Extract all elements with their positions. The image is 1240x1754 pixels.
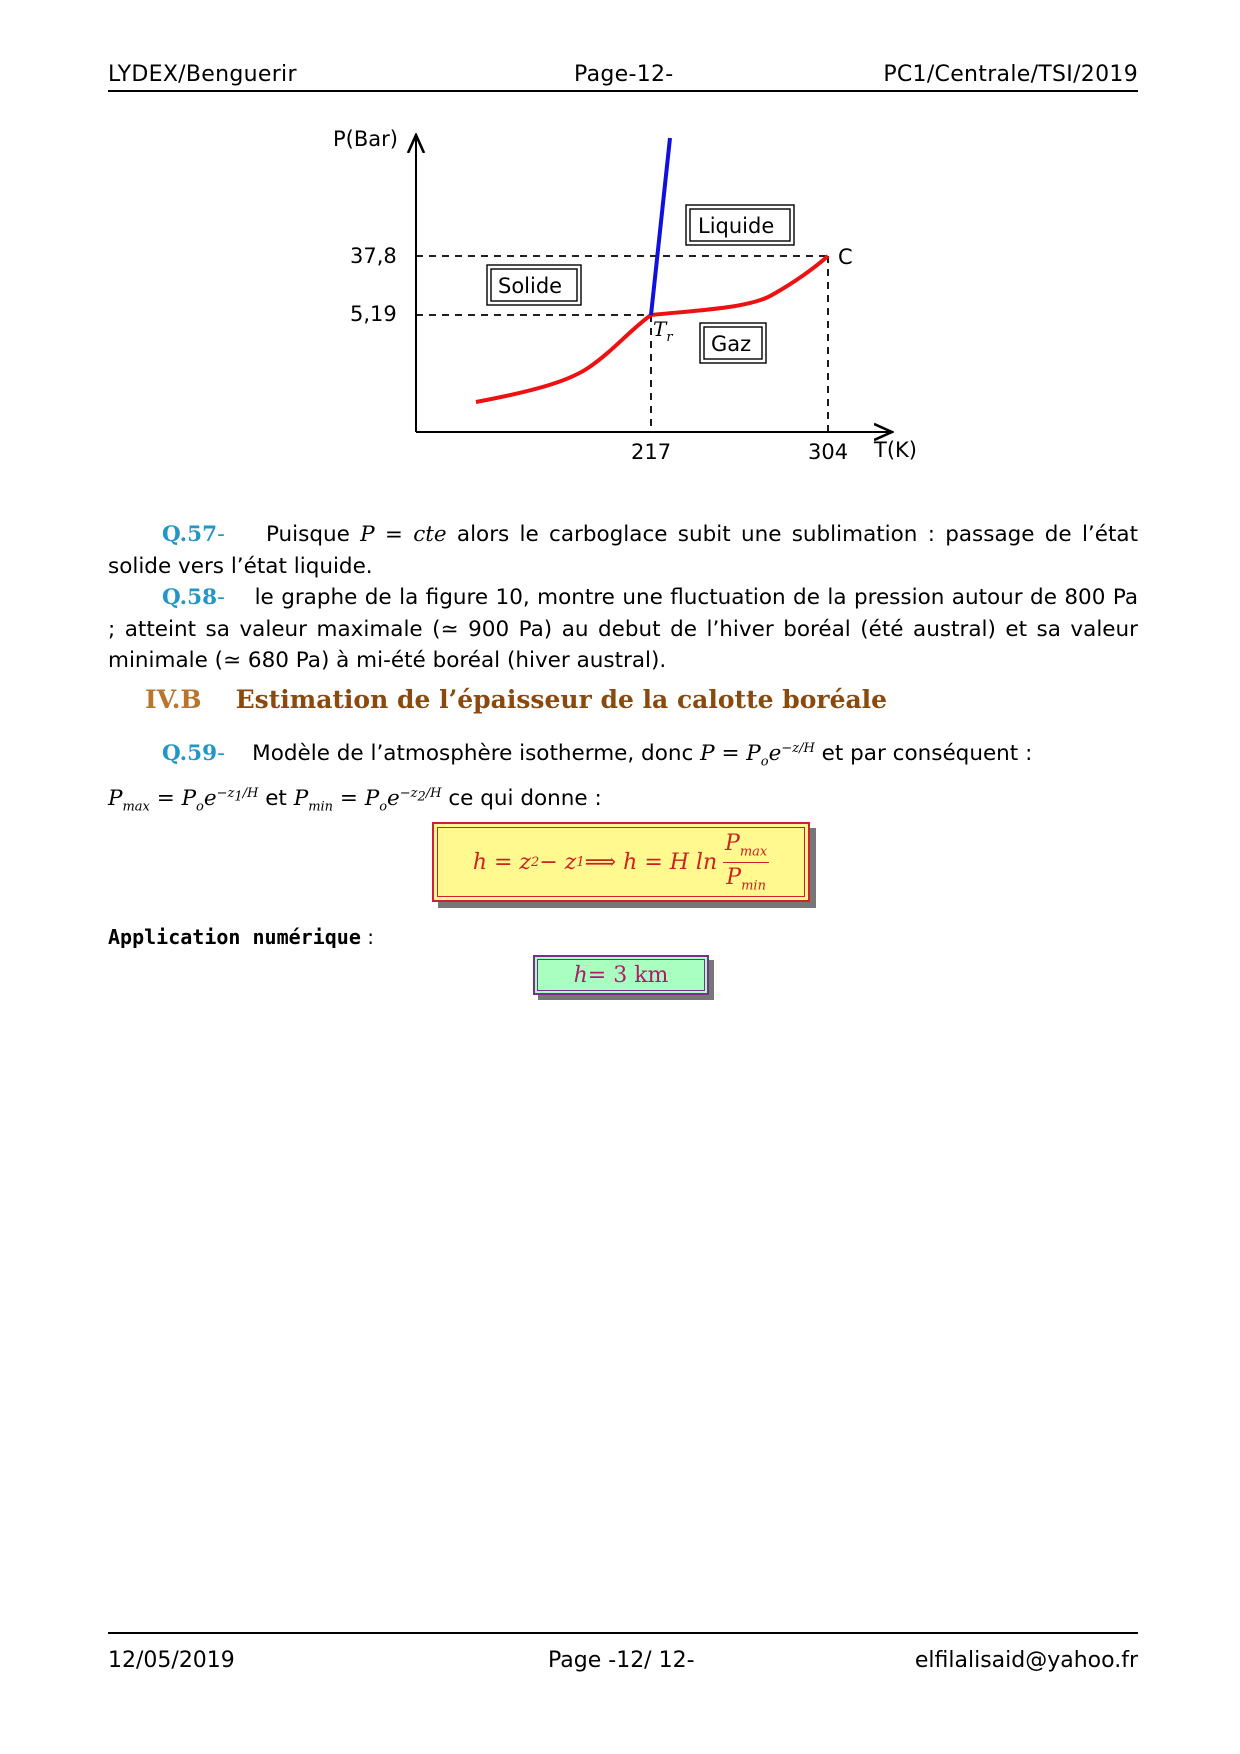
fusion-curve (651, 138, 670, 315)
section-heading (145, 685, 887, 714)
header-left: LYDEX/Benguerir (108, 62, 297, 87)
svg-text:Gaz: Gaz (711, 332, 752, 356)
svg-text:Liquide: Liquide (698, 214, 775, 238)
footer-date: 12/05/2019 (108, 1648, 235, 1673)
y-axis-label: P(Bar) (333, 127, 398, 151)
x-tick-217: 217 (631, 440, 672, 464)
footer-rule (108, 1632, 1138, 1634)
section-number: IV.B (145, 685, 202, 714)
region-liquide (686, 205, 794, 245)
fraction-pmax-pmin: $\frac{P_{max}}{P_{min}}$ (725, 831, 768, 893)
y-tick-5-19: 5,19 (350, 302, 397, 326)
formula-box-h: h = z 2 − z 1 ⟹ h = H ln $\frac{P_{max}}{P_{min}}$ (432, 822, 810, 902)
x-axis-label: T(K) (874, 438, 917, 462)
footer-page: Page -12/ 12- (548, 1648, 695, 1673)
header-right: PC1/Centrale/TSI/2019 (883, 62, 1138, 87)
q57-paragraph: Q.57- Puisque P = cte alors le carboglace subit une sublimation : passage de l’état solide vers l’état liquide. (108, 522, 1139, 579)
q57-label: Q.57 (162, 522, 218, 547)
sublimation-curve (476, 315, 651, 402)
q59-label: Q.59 (162, 741, 218, 767)
section-title: Estimation de l’épaisseur de la calotte boréale (235, 685, 888, 714)
y-tick-37-8: 37,8 (350, 244, 397, 268)
footer-email: elfilalisaid@yahoo.fr (914, 1648, 1138, 1673)
result-box: h = 3 km (533, 955, 709, 995)
critical-point-label: C (838, 245, 853, 269)
region-gaz (700, 323, 766, 363)
region-solide (487, 265, 581, 305)
vaporisation-curve (651, 256, 828, 315)
phase-diagram (0, 0, 1240, 480)
application-label: Application numérique : (108, 925, 374, 949)
q59-paragraph: Q.59- Modèle de l’atmosphère isotherme, donc $P = P_oe^{-z/H}$ et par conséquent : $P_{max} = P_oe^{-z_1/H}$ et $P_{min} = P_oe^{-z_2/H}$ ce qui donne : (108, 741, 1033, 815)
q58-label: Q.58 (162, 585, 218, 610)
svg-text:Solide: Solide (498, 274, 563, 298)
triple-point-label: $T_r$ (653, 317, 673, 345)
x-tick-304: 304 (808, 440, 849, 464)
q58-paragraph: Q.58- le graphe de la figure 10, montre une fluctuation de la pression autour de 800 Pa ; atteint sa valeur maximale (≃ 900 Pa) au debut de l’hiver boréal (été austral) et sa valeur minimale (≃ 680 Pa) à mi-été boréal (hiver austral). (108, 585, 1139, 673)
header-center: Page-12- (574, 62, 674, 87)
